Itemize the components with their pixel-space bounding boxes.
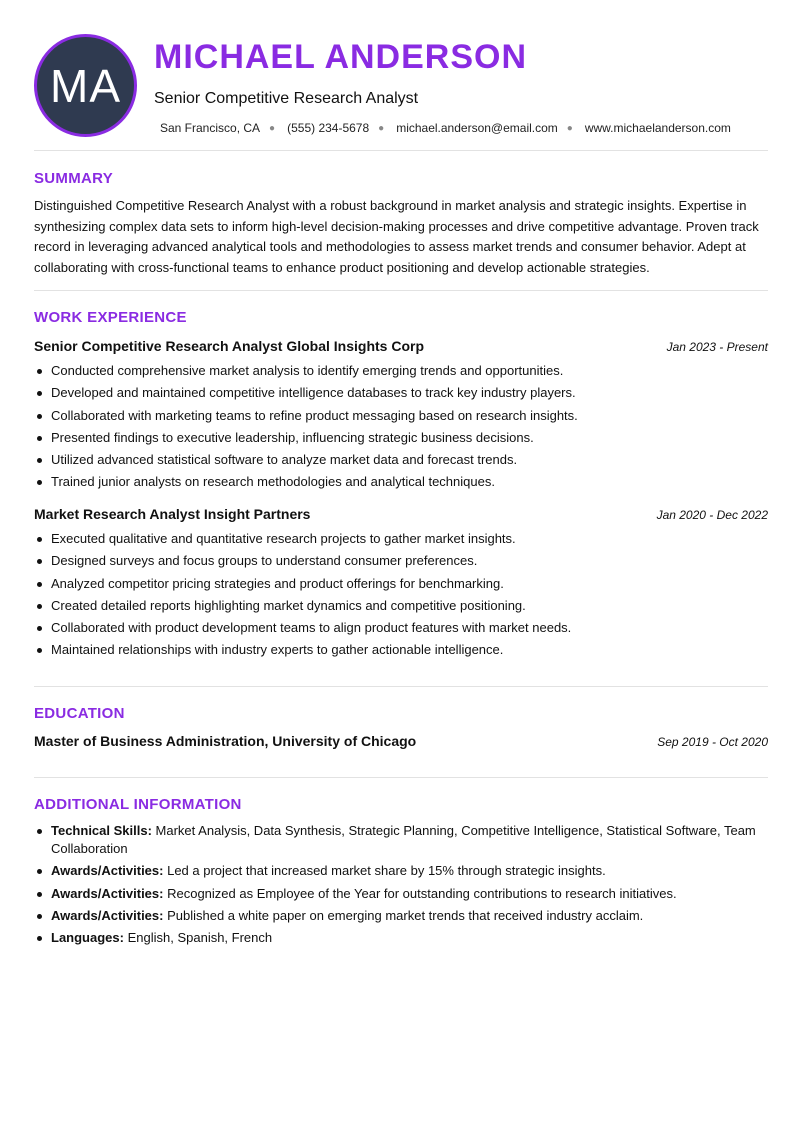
- item-label: Languages:: [51, 930, 124, 946]
- item-text: Led a project that increased market share by 15% through strategic insights.: [167, 863, 606, 879]
- job-title: Market Research Analyst Insight Partners: [34, 506, 311, 522]
- list-item: [34, 907, 768, 925]
- list-item: Developed and maintained competitive intelligence databases to track key industry players.: [34, 384, 768, 402]
- education-heading: EDUCATION: [34, 705, 125, 722]
- list-item: Maintained relationships with industry experts to gather actionable intelligence.: [34, 641, 768, 659]
- job-header: [34, 338, 768, 358]
- education-entry: [34, 733, 768, 753]
- list-item: Conducted comprehensive market analysis to identify emerging trends and opportunities.: [34, 362, 768, 380]
- list-item: Utilized advanced statistical software to analyze market data and forecast trends.: [34, 451, 768, 469]
- job-bullets: [34, 530, 768, 664]
- section-divider: [34, 290, 768, 291]
- list-item: Collaborated with marketing teams to refine product messaging based on research insights.: [34, 407, 768, 425]
- separator-dot: ●: [378, 122, 385, 134]
- list-item: [34, 929, 768, 947]
- item-label: Awards/Activities:: [51, 907, 164, 923]
- item-text: English, Spanish, French: [127, 930, 273, 946]
- job-title: Senior Competitive Research Analyst Global Insights Corp: [34, 338, 425, 354]
- item-label: Technical Skills:: [51, 823, 152, 838]
- email-link[interactable]: michael.anderson@email.com: [396, 121, 558, 135]
- resume-header: [34, 34, 768, 138]
- website-link[interactable]: www.michaelanderson.com: [584, 121, 731, 135]
- separator-dot: ●: [269, 122, 276, 134]
- job-date: Jan 2020 - Dec 2022: [656, 508, 768, 522]
- candidate-title: Senior Competitive Research Analyst: [154, 90, 419, 107]
- phone-text: (555) 234-5678: [287, 121, 370, 135]
- list-item: Analyzed competitor pricing strategies and product offerings for benchmarking.: [34, 575, 768, 593]
- list-item: Collaborated with product development teams to align product features with market needs.: [34, 619, 768, 637]
- list-item: [34, 822, 768, 858]
- avatar: MA: [34, 34, 137, 137]
- item-label: Awards/Activities:: [51, 863, 164, 879]
- separator-dot: ●: [566, 122, 573, 134]
- work-experience-heading: WORK EXPERIENCE: [34, 309, 187, 326]
- list-item: Presented findings to executive leadership, influencing strategic business decisions.: [34, 429, 768, 447]
- list-item: Created detailed reports highlighting market dynamics and competitive positioning.: [34, 597, 768, 615]
- education-date: Sep 2019 - Oct 2020: [657, 735, 768, 749]
- list-item: [34, 885, 768, 903]
- job-date: Jan 2023 - Present: [666, 340, 768, 354]
- summary-heading: SUMMARY: [34, 170, 114, 187]
- degree-text: Master of Business Administration, University of Chicago: [34, 733, 417, 749]
- item-text: Recognized as Employee of the Year for outstanding contributions to research initiatives.: [167, 885, 677, 901]
- contact-line: [160, 121, 731, 135]
- list-item: Designed surveys and focus groups to understand consumer preferences.: [34, 552, 768, 570]
- item-text: Published a white paper on emerging market trends that received industry acclaim.: [167, 907, 644, 923]
- list-item: [34, 862, 768, 880]
- section-divider: [34, 686, 768, 687]
- item-text: Market Analysis, Data Synthesis, Strategic Planning, Competitive Intelligence, Statistical Software, Team Collaboration: [51, 823, 756, 856]
- job-header: [34, 506, 768, 526]
- location-text: San Francisco, CA: [160, 121, 261, 135]
- summary-text: Distinguished Competitive Research Analyst with a robust background in market analysis and strategic insights. Expertise in synthesizing complex data sets to inform high-level decision-making processes and drive competitive advantage. Proven track record in leveraging advanced analytical tools and methodologies to assess market trends and consumer behavior. Adept at collaborating with cross-functional teams to enhance product positioning and develop actionable strategies.: [34, 198, 759, 275]
- list-item: Trained junior analysts on research methodologies and analytical techniques.: [34, 473, 768, 491]
- additional-info-list: [34, 822, 768, 951]
- item-label: Awards/Activities:: [51, 885, 164, 901]
- list-item: Executed qualitative and quantitative research projects to gather market insights.: [34, 530, 768, 548]
- additional-info-heading: ADDITIONAL INFORMATION: [34, 796, 242, 813]
- section-divider: [34, 150, 768, 151]
- job-bullets: [34, 362, 768, 496]
- candidate-name: MICHAEL ANDERSON: [154, 38, 528, 76]
- section-divider: [34, 777, 768, 778]
